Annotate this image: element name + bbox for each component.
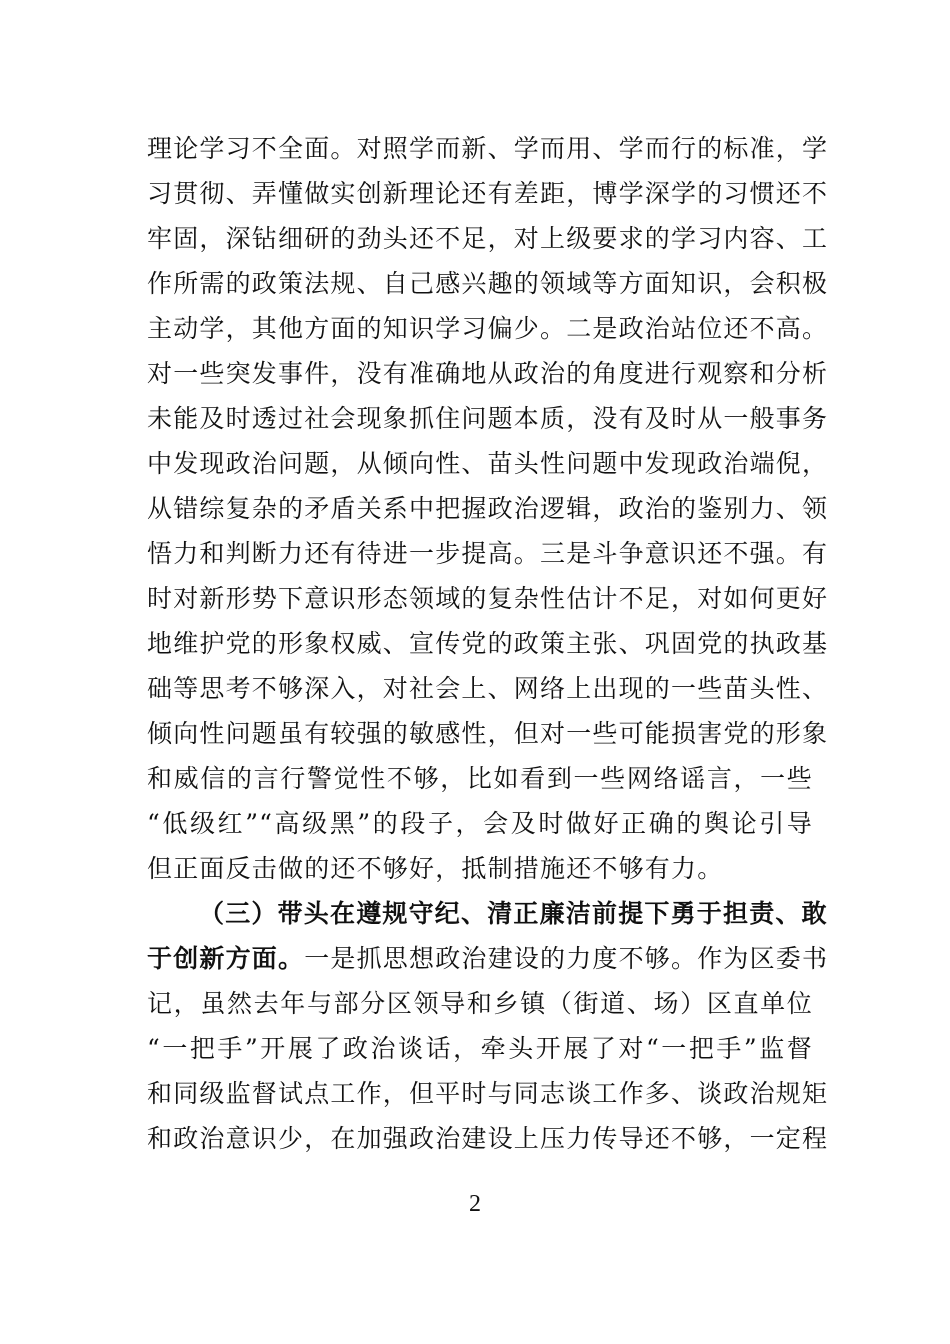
text-line: 和同级监督试点工作，但平时与同志谈工作多、谈政治规矩 <box>147 1079 829 1108</box>
text-line: 倾向性问题虽有较强的敏感性，但对一些可能损害党的形象 <box>147 719 829 748</box>
page-number: 2 <box>469 1191 481 1217</box>
section-heading-end: 于创新方面。 <box>147 944 305 973</box>
text-line: 记，虽然去年与部分区领导和乡镇（街道、场）区直单位 <box>147 989 813 1018</box>
text-line: 牢固，深钻细研的劲头还不足，对上级要求的学习内容、工 <box>147 224 829 253</box>
text-line: 主动学，其他方面的知识学习偏少。二是政治站位还不高。 <box>147 314 829 343</box>
text-line: 作所需的政策法规、自己感兴趣的领域等方面知识，会积极 <box>147 269 829 298</box>
text-line <box>147 936 829 981</box>
text-line: 未能及时透过社会现象抓住问题本质，没有及时从一般事务 <box>147 404 829 433</box>
body-text <box>147 126 829 1161</box>
text-line: “一把手”开展了政治谈话，牵头开展了对“一把手”监督 <box>147 1034 813 1063</box>
text-line: 础等思考不够深入，对社会上、网络上出现的一些苗头性、 <box>147 674 829 703</box>
text-line: 对一些突发事件，没有准确地从政治的角度进行观察和分析 <box>147 359 829 388</box>
text-line: 但正面反击做的还不够好，抵制措施还不够有力。 <box>147 854 724 883</box>
text-span: 一是抓思想政治建设的力度不够。作为区委书 <box>304 944 829 973</box>
text-line: 地维护党的形象权威、宣传党的政策主张、巩固党的执政基 <box>147 629 829 658</box>
text-line: 习贯彻、弄懂做实创新理论还有差距，博学深学的习惯还不 <box>147 179 829 208</box>
text-line: 时对新形势下意识形态领域的复杂性估计不足，对如何更好 <box>147 584 829 613</box>
text-line: 悟力和判断力还有待进一步提高。三是斗争意识还不强。有 <box>147 539 829 568</box>
text-line: 和威信的言行警觉性不够，比如看到一些网络谣言，一些 <box>147 764 813 793</box>
text-line: 和政治意识少，在加强政治建设上压力传导还不够，一定程 <box>147 1124 829 1153</box>
text-line: 理论学习不全面。对照学而新、学而用、学而行的标准，学 <box>147 134 829 163</box>
text-line: 从错综复杂的矛盾关系中把握政治逻辑，政治的鉴别力、领 <box>147 494 829 523</box>
text-line: 中发现政治问题，从倾向性、苗头性问题中发现政治端倪， <box>147 449 829 478</box>
text-line: “低级红”“高级黑”的段子，会及时做好正确的舆论引导 <box>147 809 813 838</box>
section-heading-line: （三）带头在遵规守纪、清正廉洁前提下勇于担责、敢 <box>199 899 828 928</box>
